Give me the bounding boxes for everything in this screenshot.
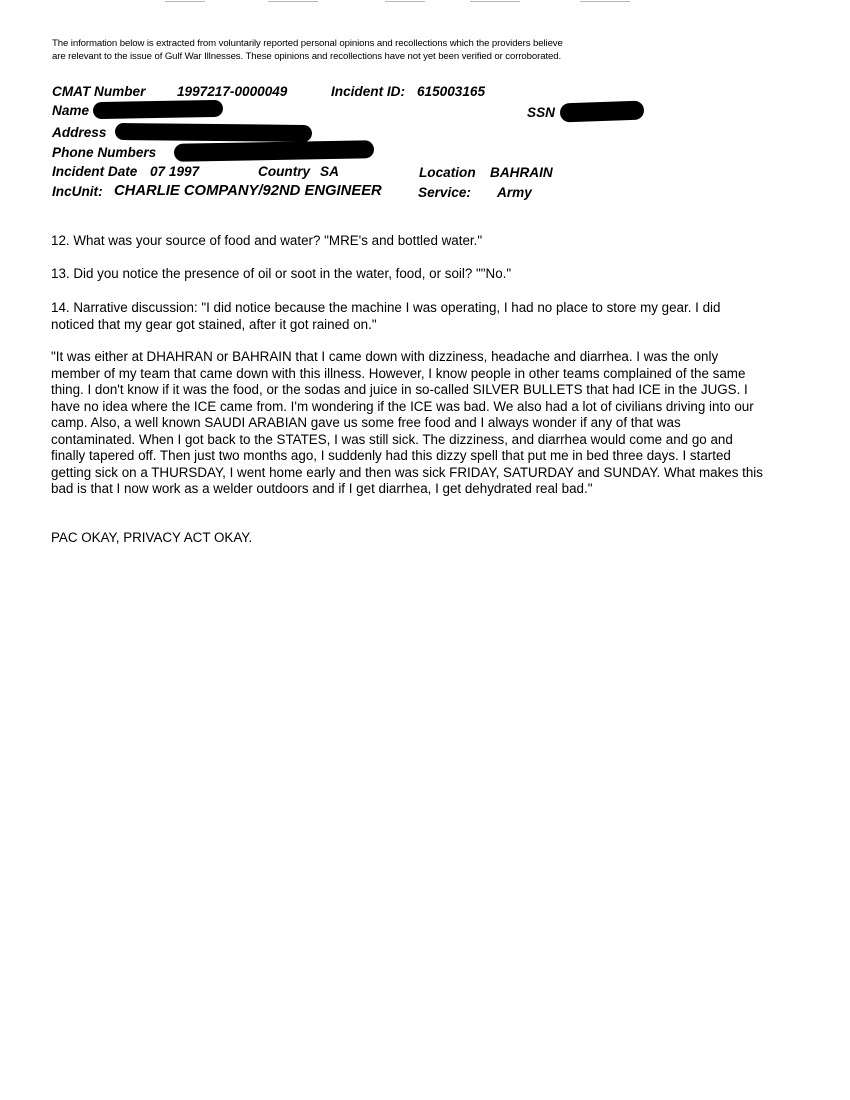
disclaimer-text: The information below is extracted from voluntarily reported personal opinions and recollections which the providers believe are relevant to the issue of Gulf War Illnesses. These opinions and recollections have not yet been verified or corroborated. [52,38,563,62]
cmat-number-value: 1997217-0000049 [177,84,288,99]
phone-numbers-label: Phone Numbers [52,145,157,160]
scan-mark [268,1,318,2]
ssn-redaction [560,101,645,123]
service-label: Service: [418,185,471,200]
scan-mark [165,1,205,2]
question-13: 13. Did you notice the presence of oil or soot in the water, food, or soil? ""No." [51,266,512,281]
service-value: Army [497,185,532,200]
address-label: Address [52,125,107,140]
country-label: Country [258,164,311,179]
name-redaction [93,100,223,119]
country-value: SA [320,164,339,179]
scan-artifact-marks [0,0,850,6]
address-redaction [115,123,312,142]
narrative-paragraph: "It was either at DHAHRAN or BAHRAIN that I came down with dizziness, headache and diarrhea. I was the only member of my team that came down with this illness. However, I know people in other teams complained of the same thing. I don't know if it was the food, or the sodas and juice in so-called SILVER BULLETS that had ICE in the JUGS. I have no idea where the ICE came from. I'm wondering if the ICE was bad. We also had a lot of civilians driving into our camp. Also, a well known SAUDI ARABIAN gave us some free food and I always wonder if any of that was contaminated. When I got back to the STATES, I was still sick. The dizziness, and diarrhea would come and go and finally tapered off. Then just two months ago, I suddenly had this dizzy spell that put me in bed three days. I started getting sick on a THURSDAY, I went home early and then was sick FRIDAY, SATURDAY and SUNDAY. What makes this bad is that I now work as a welder outdoors and if I get diarrhea, I get dehydrated real bad." [51,349,763,496]
scan-mark [470,1,520,2]
ssn-label: SSN [527,105,555,120]
question-14: 14. Narrative discussion: "I did notice because the machine I was operating, I had no place to store my gear. I did noticed that my gear got stained, after it got rained on." [51,300,721,332]
incunit-label: IncUnit: [52,184,103,199]
name-label: Name [52,103,90,118]
cmat-number-label: CMAT Number [52,84,146,99]
location-label: Location [419,165,476,180]
incident-date-value: 07 1997 [150,164,200,179]
phone-redaction [174,140,374,161]
incident-date-label: Incident Date [52,164,138,179]
scan-mark [580,1,630,2]
incunit-value: CHARLIE COMPANY/92ND ENGINEER [114,183,382,199]
closing-line: PAC OKAY, PRIVACY ACT OKAY. [51,530,253,545]
incident-id-value: 615003165 [417,84,486,99]
incident-id-label: Incident ID: [331,84,406,99]
scan-mark [385,1,425,2]
question-12: 12. What was your source of food and water? "MRE's and bottled water." [51,233,483,248]
location-value: BAHRAIN [490,165,553,180]
